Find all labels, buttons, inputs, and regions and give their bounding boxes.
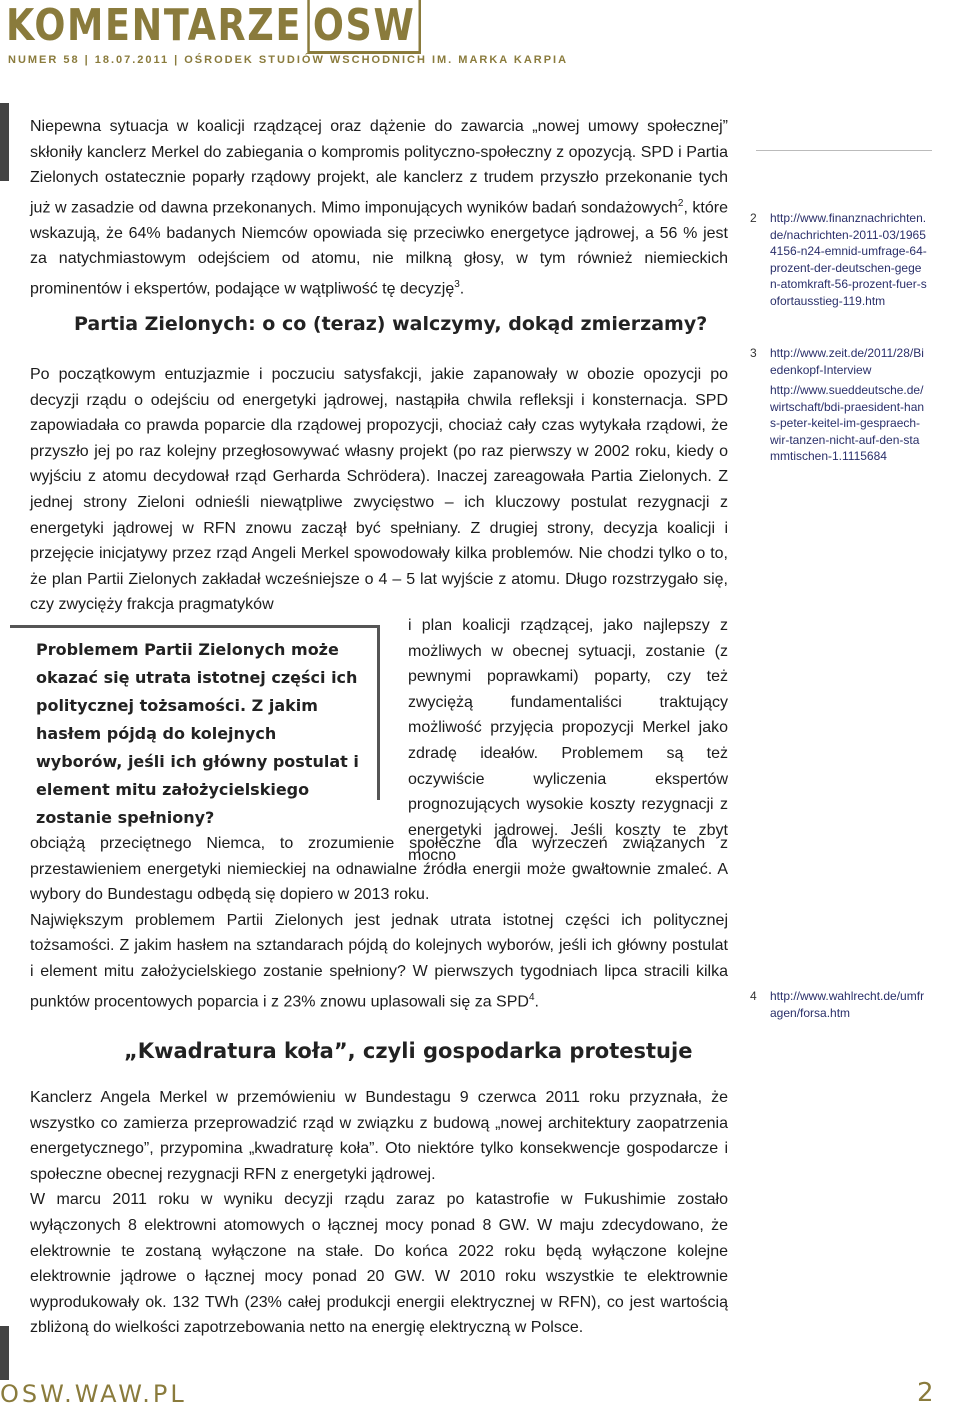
footnote-ref-3[interactable]: 3: [454, 278, 460, 290]
footnote-2: [750, 210, 930, 340]
intro-text: SPD i Partia Zielonych ostatecznie poparły rządowy projekt, ale kanclerz z trudem przyszło przekonanie tych już w zasadzie od dawna przekonanych. Mimo imponujących wyników badań sondażowych: [30, 143, 728, 217]
footnote-number: 4: [750, 989, 757, 1003]
intro-text: Niepewna sytuacja w koalicji rządzącej oraz dążenie do zawarcia „nowej umowy społecznej” skłoniły kanclerz Merkel do zabiegania o kompromis polityczno-społeczny z opozycją.: [30, 118, 728, 161]
masthead-osw: OSW: [307, 0, 421, 54]
footnote-number: 3: [750, 346, 757, 360]
masthead-logo: [6, 0, 421, 51]
footnote-divider: [756, 150, 932, 151]
intro-paragraph: [30, 114, 728, 302]
page-number: 2: [917, 1378, 934, 1408]
intro-text: .: [459, 280, 465, 298]
footnote-ref-2[interactable]: 2: [677, 197, 684, 209]
body-paragraph: obciążą przeciętnego Niemca, to zrozumienie społeczne dla wyrzeczeń związanych z przestawieniem energetyki niemieckiej na odnawialne źródła energii może gwałtownie zmaleć. A wybory do Bundestagu odbędą się dopiero w 2013 roku. Największym problemem Partii Zielonych jest jednak utrata istotnej części ich politycznej tożsamości. Z jakim hasłem na sztandarach pójdą do kolejnych wyborów, jeśli ich główny postulat i element mitu założycielskiego zostanie spełniony? W pierwszych tygodniach lipca stracili kilka punktów procentowych poparcia i z 23% znowu uplasowali się za SPD$^4$.: [30, 835, 728, 1010]
footnote-number: 2: [750, 211, 757, 225]
publisher-name: OŚRODEK STUDIÓW WSCHODNICH IM. MARKA KARPIA: [184, 54, 569, 66]
footer-site-link[interactable]: OSW.WAW.PL: [0, 1380, 187, 1408]
masthead-title: KOMENTARZE: [6, 0, 303, 51]
body-text: Największym problemem Partii Zielonych jest jednak utrata istotnej części ich politycznej tożsamości. Z jakim hasłem na sztandarach pójdą do kolejnych wyborów, jeśli ich główny postulat i element mitu założycielskiego zostanie spełniony? W pierwszych tygodniach lipca stracili kilka punktów procentowych poparcia i z 23% znowu uplasowali się za SPD: [30, 911, 728, 1010]
intro-text: , które wskazują, że 64% badanych Niemców opowiada się przeciwko energetyce jądrowej, a 56 % jest za natychmiastowym odejściem od atomu, nie milkną głosy, w tym również niemieckich prominentów i ekspertów, podające w wątpliwość tę decyzję: [30, 199, 728, 298]
footnote-link[interactable]: http://www.sueddeutsche.de/wirtschaft/bdi-praesident-hans-peter-keitel-im-gespraech-wir-tanzen-nicht-auf-den-stammtischen-1.1115684: [770, 383, 925, 463]
footnote-link[interactable]: http://www.zeit.de/2011/28/Biedenkopf-Interview: [770, 346, 924, 377]
left-margin-bar: [0, 1326, 9, 1380]
footnote-ref-4[interactable]: 4: [528, 991, 535, 1003]
body-paragraph: Po początkowym entuzjazmie i poczuciu satysfakcji, jakie zapanowały w obozie opozycji po decyzji rządu o odejściu od energetyki jądrowej, nastąpiła chwila refleksji i konsternacja. SPD zapowiadała co prawda poparcie dla rządowej propozycji, chociaż cały czas wytykała rządowi, że przyszło jej po raz kolejny przegłosowywać własny projekt (po raz pierwszy w 2002 roku, kiedy o wyjściu z atomu decydował rząd Gerharda Schrödera). Inaczej zareagowała Partia Zielonych. Z jednej strony Zieloni odnieśli niewątpliwe zwycięstwo – ich kluczowy postulat rezygnacji z energetyki jądrowej w RFN znowu zaczął być spełniany. Z drugiej strony, decyzja koalicji i przejęcie inicjatywy przez rząd Angeli Merkel spowodowały kilka problemów. Nie chodzi tylko o to, że plan Partii Zielonych zakładał wcześniejsze o 4 – 5 lat wyjście z atomu. Długo rozstrzygało się, czy zwycięży frakcja pragmatyków: [30, 366, 728, 614]
footnote-link[interactable]: http://www.wahlrecht.de/umfragen/forsa.htm: [770, 989, 925, 1020]
body-text: .: [534, 992, 539, 1010]
issue-line: NUMER 58 | 18.07.2011 | OŚRODEK STUDIÓW WSCHODNICH IM. MARKA KARPIA: [8, 54, 569, 66]
body-paragraph: Kanclerz Angela Merkel w przemówieniu w Bundestagu 9 czerwca 2011 roku przyznała, że wszystko co zamierza przeprowadzić rząd w związku z budową „nowej architektury zaopatrzenia energetycznego”, przypomina „kwadraturę koła”. Oto niektóre tylko konsekwencje gospodarcze i społeczne obecnej rezygnacji RFN z energetyki jądrowej. W marcu 2011 roku w wyniku decyzji rządu zaraz po katastrofie w Fukushimie zostało wyłączonych 8 elektrowni atomowych o łącznej mocy ponad 8 GW. W maju zdecydowano, że elektrownie te zostaną wyłączone na stałe. Do końca 2022 roku będą wyłączone kolejne elektrownie jądrowe o łącznej mocy ponad 20 GW. W 2010 roku wszystkie te elektrownie wyprodukowały ok. 132 TWh (23% całej produkcji energii elektrycznej w RFN), co jest wartością zbliżoną do wielkości zapotrzebowania netto na energię elektryczną w Polsce.: [30, 1089, 728, 1337]
section-heading: Partia Zielonych: o co (teraz) walczymy, dokąd zmierzamy?: [74, 313, 708, 335]
footnote-link[interactable]: http://www.finanznachrichten.de/nachrichten-2011-03/19654156-n24-emnid-umfrage-64-prozent-der-deutschen-gegen-atomkraft-56-prozent-fuer-sofortausstieg-119.htm: [770, 211, 927, 308]
section-heading: „Kwadratura koła”, czyli gospodarka protestuje: [124, 1039, 693, 1063]
footnote-4: [750, 988, 930, 1028]
pullquote: Problemem Partii Zielonych może okazać się utrata istotnej części ich politycznej tożsamości. Z jakim hasłem pójdą do kolejnych wyborów, jeśli ich główny postulat i element mitu założycielskiego zostanie spełniony?: [36, 640, 359, 827]
issue-date: 18.07.2011: [94, 54, 170, 66]
footnote-3: [750, 345, 930, 475]
issue-number: NUMER 58: [8, 54, 80, 66]
body-paragraph: i plan koalicji rządzącej, jako najlepszy z możliwych w obecnej sytuacji, zostanie (z pewnymi poprawkami) poparty, czy też zwyciężą fundamentaliści traktujący możliwość przyjęcia propozycji Merkel jako zdradę ideałów. Problemem są też oczywiście wyliczenia ekspertów prognozujących wysokie koszty rezygnacji z energetyki jądrowej. Jeśli koszty te zbyt mocno: [408, 617, 728, 865]
left-margin-bar: [0, 103, 9, 181]
